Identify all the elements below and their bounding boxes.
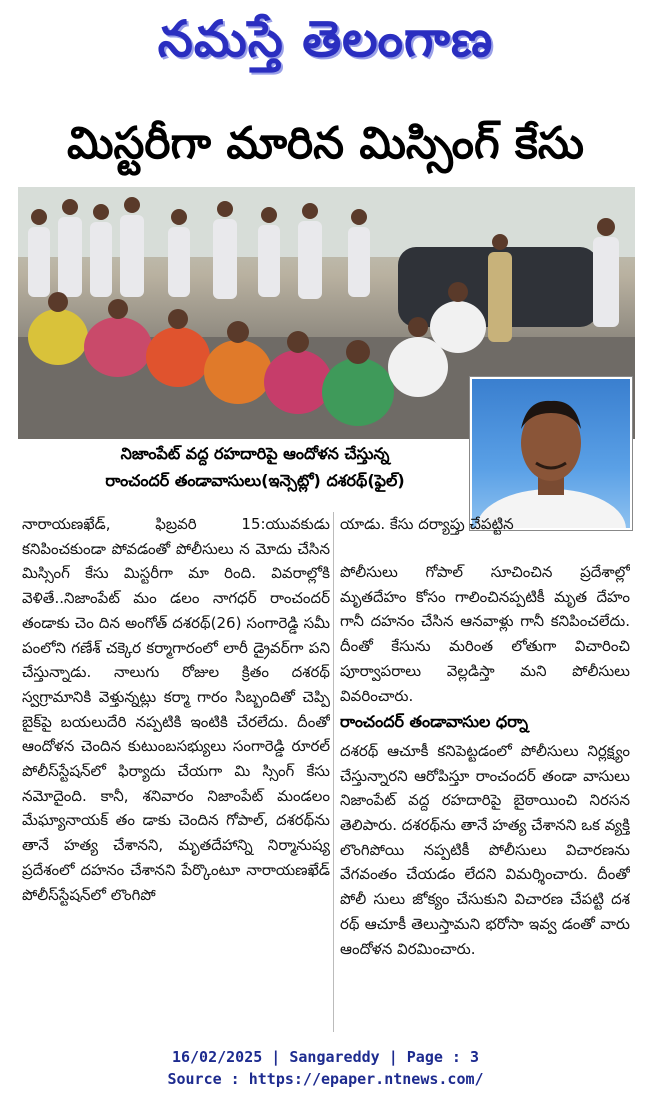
column-divider	[333, 512, 334, 1032]
article-left-column: నారాయణఖేడ్, ఫిబ్రవరి 15:యువకుడు కనిపించకుండా పోవడంతో పోలీసులు న మోదు చేసిన మిస్సింగ్ కేసు మిస్టరీగా మా రింది. వివరాల్లోకి వెళితే..నిజాంపేట్ మం డలం నాగధర్ రాంచందర్ తండాకు చెం దిన అంగోత్ దశరథ్(26) సంగారెడ్డి సమీ పంలోని గణేశ్ చక్కెర కర్మాగారంలో లారీ డ్రైవర్‌గా పని చేస్తున్నాడు. నాలుగు రోజుల క్రితం దశరథ్ స్వగ్రామానికి వెళ్తున్నట్లు కర్మా గారం సిబ్బందితో చెప్పి బైక్‌పై బయలుదేరి నప్పటికి ఇంటికి చేరలేదు. దీంతో ఆందోళన చెందిన కుటుంబసభ్యులు సంగారెడ్డి రూరల్ పోలీస్‌స్టేషన్‌లో ఫిర్యాదు చేయగా మి స్సింగ్ కేసు నమోదైంది. కానీ, శనివారం నిజాంపేట్ మండలం మేఘ్యానాయక్ తం డాకు చెందిన గోపాల్, దశరథ్‌ను తానే హత్య చేశానని, మృతదేహాన్ని నిర్మానుష్య ప్రదేశంలో దహనం చేశానని పేర్కొంటూ నారాయణఖేడ్ పోలీస్‌స్టేషన్‌లో లొంగిపో	[22, 515, 330, 904]
article-subheading: రాంచందర్ తండావాసుల ధర్నా	[340, 712, 529, 732]
newspaper-masthead: నమస్తే తెలంగాణ	[157, 9, 494, 68]
caption-line-1: నిజాంపేట్ వద్ద రహదారిపై ఆందోళన చేస్తున్న	[120, 444, 390, 463]
footer-date-edition: 16/02/2025 | Sangareddy | Page : 3	[171, 1048, 480, 1066]
page-footer	[0, 1046, 651, 1090]
right-column-paragraph-1: పోలీసులు గోపాల్ సూచించిన ప్రదేశాల్లో మృతదేహం కోసం గాలించినప్పటికీ మృత దేహం గానీ దహనం చేసిన ఆనవాళ్లు గానీ కనిపించలేదు. దీంతో కేసును మరింత లోతుగా విచారించి పూర్వాపరాలు వెల్లడిస్తా మని పోలీసులు వివరించారు.	[340, 563, 630, 705]
photo-caption	[40, 440, 470, 498]
footer-source: Source : https://epaper.ntnews.com/	[167, 1070, 484, 1088]
right-column-paragraph-2: దశరథ్ ఆచూకీ కనిపెట్టడంలో పోలీసులు నిర్లక్ష్యం చేస్తున్నారని ఆరోపిస్తూ రాంచందర్ తండా వాసులు నిజాంపేట్ వద్ద రహదారిపై బైఠాయించి నిరసన తెలిపారు. దశరథ్‌ను తానే హత్య చేశానని ఒక వ్యక్తి లొంగిపోయి నప్పటికీ పోలీసులు విచారణను వేగవంతం చేయడం లేదని విమర్శించారు. దీంతో పోలీ సులు జోక్యం చేసుకుని విచారణ చేపట్టి దశ రథ్ ఆచూకీ తెలుస్తామని భరోసా ఇవ్వ డంతో వారు ఆందోళన విరమించారు.	[340, 741, 630, 958]
inset-portrait-photo	[470, 377, 632, 530]
caption-line-2: రాంచందర్ తండావాసులు(ఇన్సెట్లో) దశరథ్(ఫైల్)	[105, 471, 405, 490]
article-right-column	[340, 560, 630, 1030]
article-right-column-top: యాడు. కేసు దర్యాప్తు చేపట్టిన	[340, 515, 514, 533]
article-headline: మిస్టరీగా మారిన మిస్సింగ్ కేసు	[66, 118, 585, 169]
